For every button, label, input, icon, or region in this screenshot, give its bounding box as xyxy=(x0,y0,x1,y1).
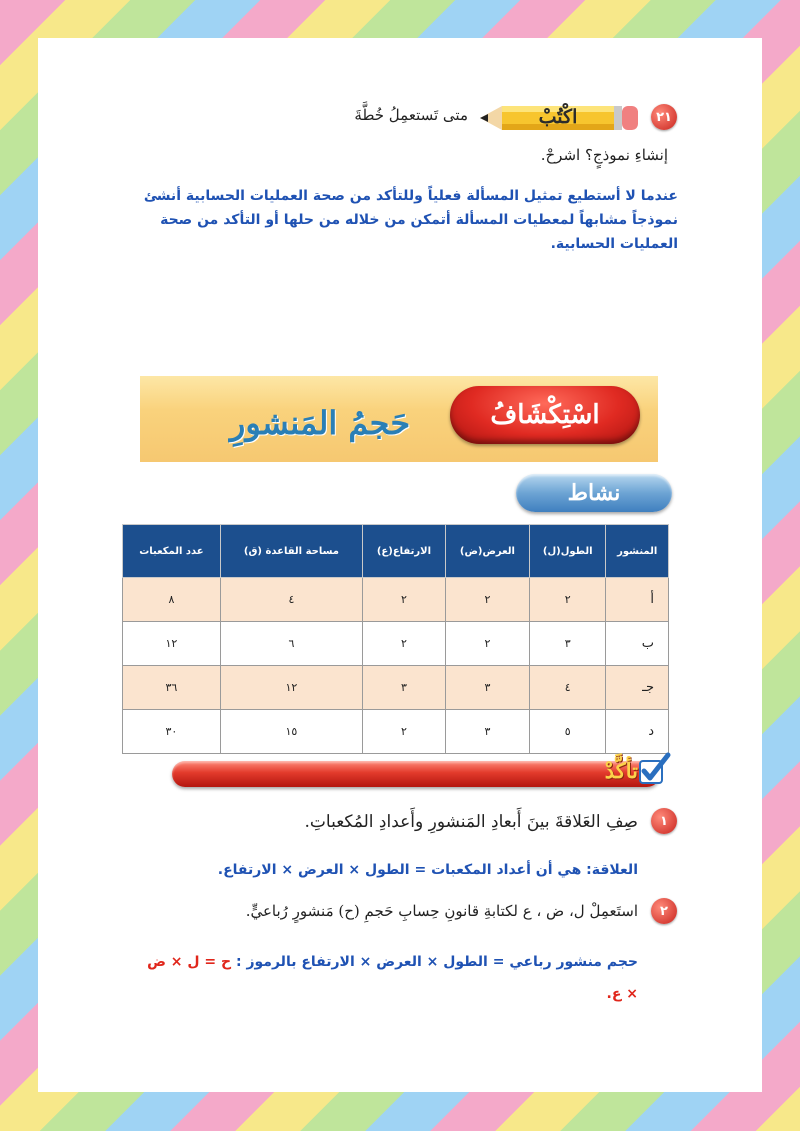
question-1-text: صِفِ العَلاقةَ بينَ أَبعادِ المَنشورِ وأَعدادِ المُكعباتِ. xyxy=(304,812,638,832)
table-cell: ٣ xyxy=(363,666,446,710)
table-cell: ٦ xyxy=(220,622,362,666)
question-text-line2: إنشاءِ نموذجٍ؟ اشرحْ. xyxy=(540,146,668,164)
table-header-cell: الارتفاع(ع) xyxy=(363,525,446,578)
table-row xyxy=(123,622,669,666)
table-cell: ٤ xyxy=(530,666,606,710)
check-label: تأكَّدْ xyxy=(604,758,638,783)
table-cell: ٣ xyxy=(445,666,529,710)
table-cell: ٣ xyxy=(530,622,606,666)
table-row xyxy=(123,666,669,710)
table-cell: ١٢ xyxy=(123,622,221,666)
answer-text: عندما لا أستطيع تمثيل المسألة فعلياً وللتأكد من صحة العمليات الحسابية أنشئ نموذجاً مشابهاً لمعطيات المسألة أتمكن من خلاله من حلها أو التأكد من صحة العمليات الحسابية. xyxy=(143,188,678,252)
question-number-badge: ١ xyxy=(651,808,677,834)
question-1-answer: العلاقة: هي أن أعداد المكعبات = الطول × العرض × الارتفاع. xyxy=(217,862,638,878)
table-header-cell: العرض(ض) xyxy=(445,525,529,578)
explore-pill: اسْتِكْشَافُ xyxy=(450,386,640,444)
worksheet-page xyxy=(38,38,762,1092)
table-cell: ٢ xyxy=(363,622,446,666)
explore-banner xyxy=(140,376,658,462)
table-cell: ١٢ xyxy=(220,666,362,710)
prism-table xyxy=(122,524,669,754)
table-cell: ٢ xyxy=(530,578,606,622)
table-cell: ٢ xyxy=(363,710,446,754)
table-header-cell: الطول(ل) xyxy=(530,525,606,578)
question-2-answer-blue: حجم منشور رباعي = الطول × العرض × الارتفاع بالرموز : xyxy=(236,954,638,970)
table-header-row xyxy=(123,525,669,578)
table-cell: ٤ xyxy=(220,578,362,622)
checkmark-icon xyxy=(636,751,672,787)
question-2-answer-formula: ح = ل × ض × ع. xyxy=(147,954,638,1002)
table-cell: ٢ xyxy=(445,622,529,666)
table-cell: جـ xyxy=(606,666,669,710)
banner-title: حَجمُ المَنشورِ xyxy=(229,404,411,442)
table-header-cell: المنشور xyxy=(606,525,669,578)
table-cell: ٢ xyxy=(363,578,446,622)
question-text-line1: متى تَستعمِلُ خُطَّةَ xyxy=(354,106,468,124)
activity-pill: نشاط xyxy=(516,474,672,512)
table-cell: د xyxy=(606,710,669,754)
table-cell: ٣ xyxy=(445,710,529,754)
question-number-badge: ٢ xyxy=(651,898,677,924)
table-cell: ٨ xyxy=(123,578,221,622)
pencil-label: اكْتُبْ xyxy=(538,106,578,128)
table-cell: ١٥ xyxy=(220,710,362,754)
table-cell: ب xyxy=(606,622,669,666)
table-cell: ٥ xyxy=(530,710,606,754)
table-row xyxy=(123,578,669,622)
question-2-answer xyxy=(138,946,638,1010)
table-cell: أ xyxy=(606,578,669,622)
table-header-cell: مساحة القاعدة (ق) xyxy=(220,525,362,578)
table-cell: ٣٠ xyxy=(123,710,221,754)
table-header-cell: عدد المكعبات xyxy=(123,525,221,578)
table-cell: ٢ xyxy=(445,578,529,622)
question-number-badge: ٢١ xyxy=(651,104,677,130)
table-cell: ٣٦ xyxy=(123,666,221,710)
table-row xyxy=(123,710,669,754)
question-2-text: استَعمِلْ ل، ض ، ع لكتابةِ قانونِ حِسابِ حَجمِ (ح) مَنشورٍ رُباعيٍّ. xyxy=(245,902,638,920)
